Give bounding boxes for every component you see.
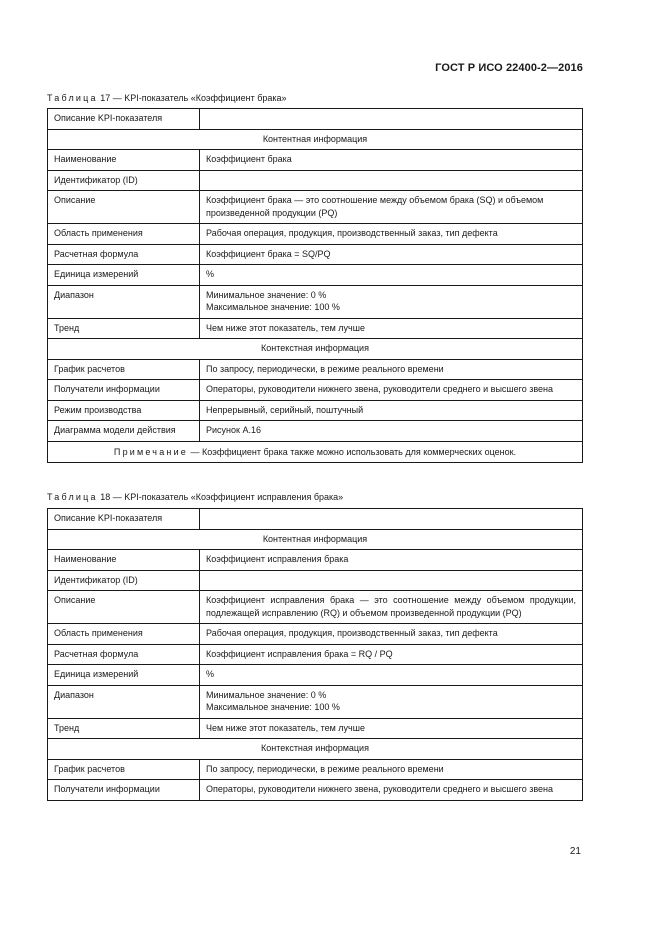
context-section-header: Контекстная информация (48, 739, 583, 760)
note-prefix: Примечание (113, 446, 188, 457)
unit-value: % (200, 265, 583, 286)
table-row (48, 529, 583, 550)
range-max: Максимальное значение: 100 % (206, 302, 340, 312)
caption-text: 17 — KPI-показатель «Коэффициент брака» (97, 93, 287, 103)
table-row (48, 644, 583, 665)
table-18 (47, 508, 583, 801)
trend-label: Тренд (48, 718, 200, 739)
schedule-label: График расчетов (48, 359, 200, 380)
content-section-header: Контентная информация (48, 129, 583, 150)
trend-value: Чем ниже этот показатель, тем лучше (200, 318, 583, 339)
page-number: 21 (569, 846, 581, 857)
recipients-label: Получатели информации (48, 780, 200, 801)
table-row (48, 150, 583, 171)
table-row (48, 170, 583, 191)
note-text: — Коэффициент брака также можно использовать для коммерческих оценок. (188, 446, 517, 457)
table-17-caption (47, 93, 287, 103)
range-min: Минимальное значение: 0 % (206, 289, 327, 300)
table-row (48, 265, 583, 286)
range-min: Минимальное значение: 0 % (206, 689, 327, 700)
table-row (48, 550, 583, 571)
table-row (48, 380, 583, 401)
caption-prefix: Таблица (47, 93, 98, 103)
table-row (48, 400, 583, 421)
recipients-value: Операторы, руководители нижнего звена, руководители среднего и высшего звена (200, 380, 583, 401)
table-row (48, 359, 583, 380)
table-row (48, 441, 583, 463)
table-row (48, 509, 583, 530)
range-label: Диапазон (48, 285, 200, 318)
range-value (200, 285, 583, 318)
schedule-value: По запросу, периодически, в режиме реального времени (200, 759, 583, 780)
desc-value (200, 509, 583, 530)
table-row (48, 224, 583, 245)
scope-value: Рабочая операция, продукция, производственный заказ, тип дефекта (200, 624, 583, 645)
recipients-value: Операторы, руководители нижнего звена, руководители среднего и высшего звена (200, 780, 583, 801)
table-row (48, 665, 583, 686)
name-value: Коэффициент брака (200, 150, 583, 171)
caption-prefix: Таблица (47, 492, 98, 502)
unit-value: % (200, 665, 583, 686)
recipients-label: Получатели информации (48, 380, 200, 401)
trend-value: Чем ниже этот показатель, тем лучше (200, 718, 583, 739)
table-row (48, 285, 583, 318)
mode-value: Непрерывный, серийный, поштучный (200, 400, 583, 421)
table-row (48, 739, 583, 760)
formula-label: Расчетная формула (48, 244, 200, 265)
context-section-header: Контекстная информация (48, 339, 583, 360)
table-row (48, 591, 583, 624)
table-row (48, 318, 583, 339)
id-value (200, 170, 583, 191)
id-value (200, 570, 583, 591)
caption-text: 18 — KPI-показатель «Коэффициент исправления брака» (97, 492, 344, 502)
standard-header: ГОСТ Р ИСО 22400-2—2016 (435, 62, 583, 74)
desc-value (200, 109, 583, 130)
description-label: Описание (48, 191, 200, 224)
range-label: Диапазон (48, 685, 200, 718)
formula-value: Коэффициент брака = SQ/PQ (200, 244, 583, 265)
scope-value: Рабочая операция, продукция, производственный заказ, тип дефекта (200, 224, 583, 245)
scope-label: Область применения (48, 224, 200, 245)
table-18-caption (47, 492, 343, 502)
content-section-header: Контентная информация (48, 529, 583, 550)
table-row (48, 191, 583, 224)
table-row (48, 339, 583, 360)
range-value (200, 685, 583, 718)
unit-label: Единица измерений (48, 665, 200, 686)
description-label: Описание (48, 591, 200, 624)
table-row (48, 759, 583, 780)
schedule-value: По запросу, периодически, в режиме реального времени (200, 359, 583, 380)
id-label: Идентификатор (ID) (48, 170, 200, 191)
trend-label: Тренд (48, 318, 200, 339)
name-label: Наименование (48, 550, 200, 571)
schedule-label: График расчетов (48, 759, 200, 780)
table-row (48, 570, 583, 591)
name-value: Коэффициент исправления брака (200, 550, 583, 571)
formula-label: Расчетная формула (48, 644, 200, 665)
description-value: Коэффициент исправления брака — это соотношение между объемом продукции, подлежащей исправлению (RQ) и объемом произведенной продукции (PQ) (200, 591, 583, 624)
diagram-label: Диаграмма модели действия (48, 421, 200, 442)
scope-label: Область применения (48, 624, 200, 645)
formula-value: Коэффициент исправления брака = RQ / PQ (200, 644, 583, 665)
diagram-value: Рисунок А.16 (200, 421, 583, 442)
table-row (48, 685, 583, 718)
name-label: Наименование (48, 150, 200, 171)
table-17 (47, 108, 583, 463)
table-note (48, 441, 583, 463)
table-row (48, 421, 583, 442)
table-row (48, 244, 583, 265)
id-label: Идентификатор (ID) (48, 570, 200, 591)
desc-label: Описание KPI-показателя (48, 109, 200, 130)
table-row (48, 624, 583, 645)
table-row (48, 109, 583, 130)
unit-label: Единица измерений (48, 265, 200, 286)
table-row (48, 780, 583, 801)
table-row (48, 718, 583, 739)
desc-label: Описание KPI-показателя (48, 509, 200, 530)
description-value: Коэффициент брака — это соотношение между объемом брака (SQ) и объемом произведенной продукции (PQ) (200, 191, 583, 224)
range-max: Максимальное значение: 100 % (206, 702, 340, 712)
table-row (48, 129, 583, 150)
mode-label: Режим производства (48, 400, 200, 421)
